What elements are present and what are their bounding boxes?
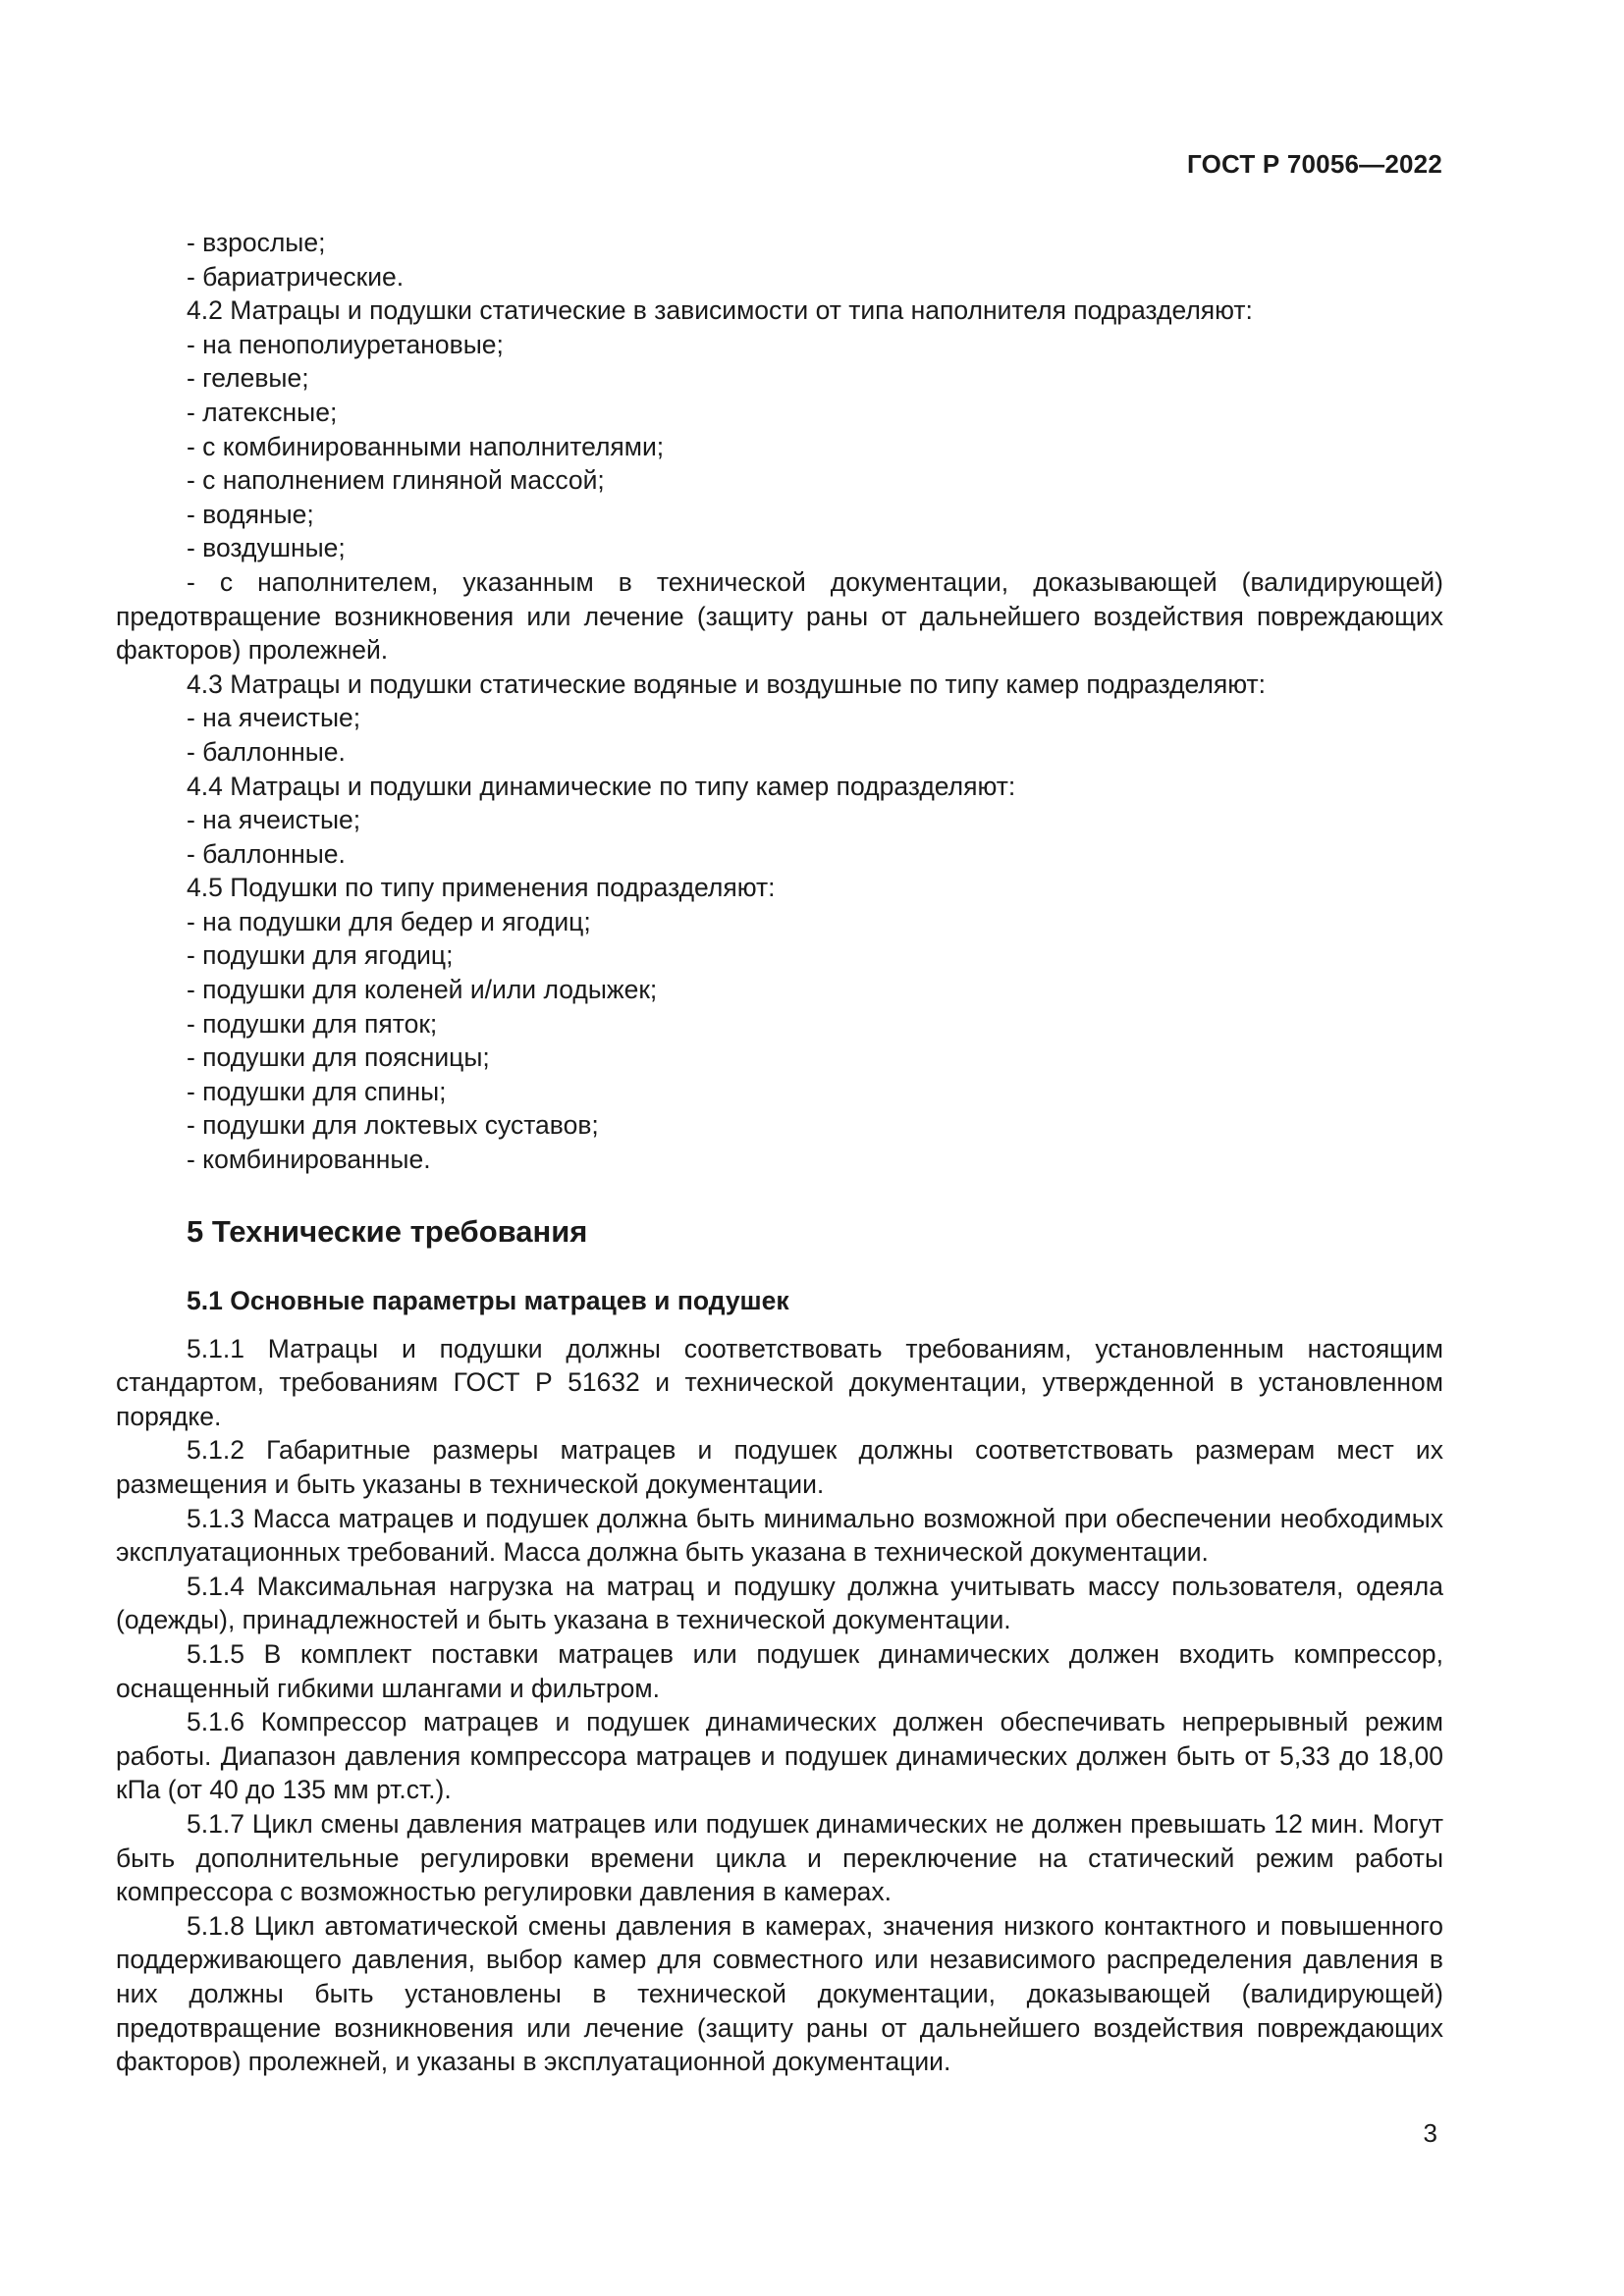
clause-5-1-8: 5.1.8 Цикл автоматической смены давления в камерах, значения низкого контактного и повышенного поддерживающего давления, выбор камер для совместного или независимого распределения давления в них должны быть установлены в технической документации, доказывающей (валидирующей) предотвращение возникновения или лечение (защиту раны от дальнейшего воздействия повреждающих факторов) пролежней, и указаны в эксплуатационной документации.	[116, 1910, 1443, 2077]
clause-5-1-2: 5.1.2 Габаритные размеры матрацев и подушек должны соответствовать размерам мест их размещения и быть указаны в технической документации.	[116, 1435, 1443, 1499]
list-item: - гелевые;	[187, 363, 309, 394]
clause-5-1-6: 5.1.6 Компрессор матрацев и подушек динамических должен обеспечивать непрерывный режим работы. Диапазон давления компрессора матрацев и подушек динамических должен быть от 5,33 до 18,00 кПа (от 40 до 135 мм рт.ст.).	[116, 1707, 1443, 1805]
list-item: - с наполнением глиняной массой;	[187, 465, 605, 496]
clause-4-2: 4.2 Матрацы и подушки статические в зависимости от типа наполнителя подразделяют:	[187, 295, 1253, 326]
document-header: ГОСТ Р 70056—2022	[1187, 149, 1442, 179]
list-item: - баллонные.	[187, 736, 346, 767]
list-item: - на ячеистые;	[187, 805, 361, 835]
list-item: - с комбинированными наполнителями;	[187, 431, 665, 461]
list-item: - на подушки для бедер и ягодиц;	[187, 906, 591, 936]
list-item: - комбинированные.	[187, 1145, 431, 1175]
list-item: - на пенополиуретановые;	[187, 329, 504, 359]
list-item: - взрослые;	[187, 228, 326, 257]
list-item: - подушки для спины;	[187, 1076, 447, 1106]
page-number: 3	[1423, 2118, 1437, 2148]
clause-5-1-3: 5.1.3 Масса матрацев и подушек должна быть минимально возможной при обеспечении необходимых эксплуатационных требований. Масса должна быть указана в технической документации.	[116, 1503, 1443, 1568]
clause-5-1-5: 5.1.5 В комплект поставки матрацев или подушек динамических должен входить компрессор, оснащенный гибкими шлангами и фильтром.	[116, 1638, 1443, 1703]
clause-4-4: 4.4 Матрацы и подушки динамические по типу камер подразделяют:	[187, 771, 1016, 801]
clause-5-1-4: 5.1.4 Максимальная нагрузка на матрац и подушку должна учитывать массу пользователя, одеяла (одежды), принадлежностей и быть указана в технической документации.	[116, 1571, 1443, 1635]
list-item: - подушки для пяток;	[187, 1008, 438, 1039]
list-item: - подушки для коленей и/или лодыжек;	[187, 975, 658, 1005]
list-item: - подушки для поясницы;	[187, 1042, 490, 1073]
list-item: - латексные;	[187, 397, 338, 427]
clause-5-1-1: 5.1.1 Матрацы и подушки должны соответствовать требованиям, установленным настоящим стандартом, требованиям ГОСТ Р 51632 и технической документации, утвержденной в установленном порядке.	[116, 1333, 1443, 1431]
list-item: - водяные;	[187, 499, 314, 529]
list-item: - баллонные.	[187, 838, 346, 869]
clause-5-1-7: 5.1.7 Цикл смены давления матрацев или подушек динамических не должен превышать 12 мин. Могут быть дополнительные регулировки времени цикла и переключение на статический режим работы компрессора с возможностью регулировки давления в камерах.	[116, 1808, 1443, 1907]
list-item: - на ячеистые;	[187, 703, 361, 733]
list-item: - бариатрические.	[187, 261, 405, 292]
clause-4-3: 4.3 Матрацы и подушки статические водяные и воздушные по типу камер подразделяют:	[187, 668, 1267, 699]
subsection-heading: 5.1 Основные параметры матрацев и подушек	[187, 1285, 789, 1315]
list-item: - воздушные;	[187, 533, 346, 563]
list-item: - подушки для ягодиц;	[187, 940, 454, 971]
document-body	[116, 226, 1443, 2079]
list-item: - с наполнителем, указанным в технической документации, доказывающей (валидирующей) предотвращение возникновения или лечение (защиту раны от дальнейшего воздействия повреждающих факторов) пролежней.	[116, 566, 1443, 666]
section-heading: 5 Технические требования	[187, 1213, 588, 1249]
clause-4-5: 4.5 Подушки по типу применения подразделяют:	[187, 873, 776, 903]
list-item: - подушки для локтевых суставов;	[187, 1110, 599, 1141]
